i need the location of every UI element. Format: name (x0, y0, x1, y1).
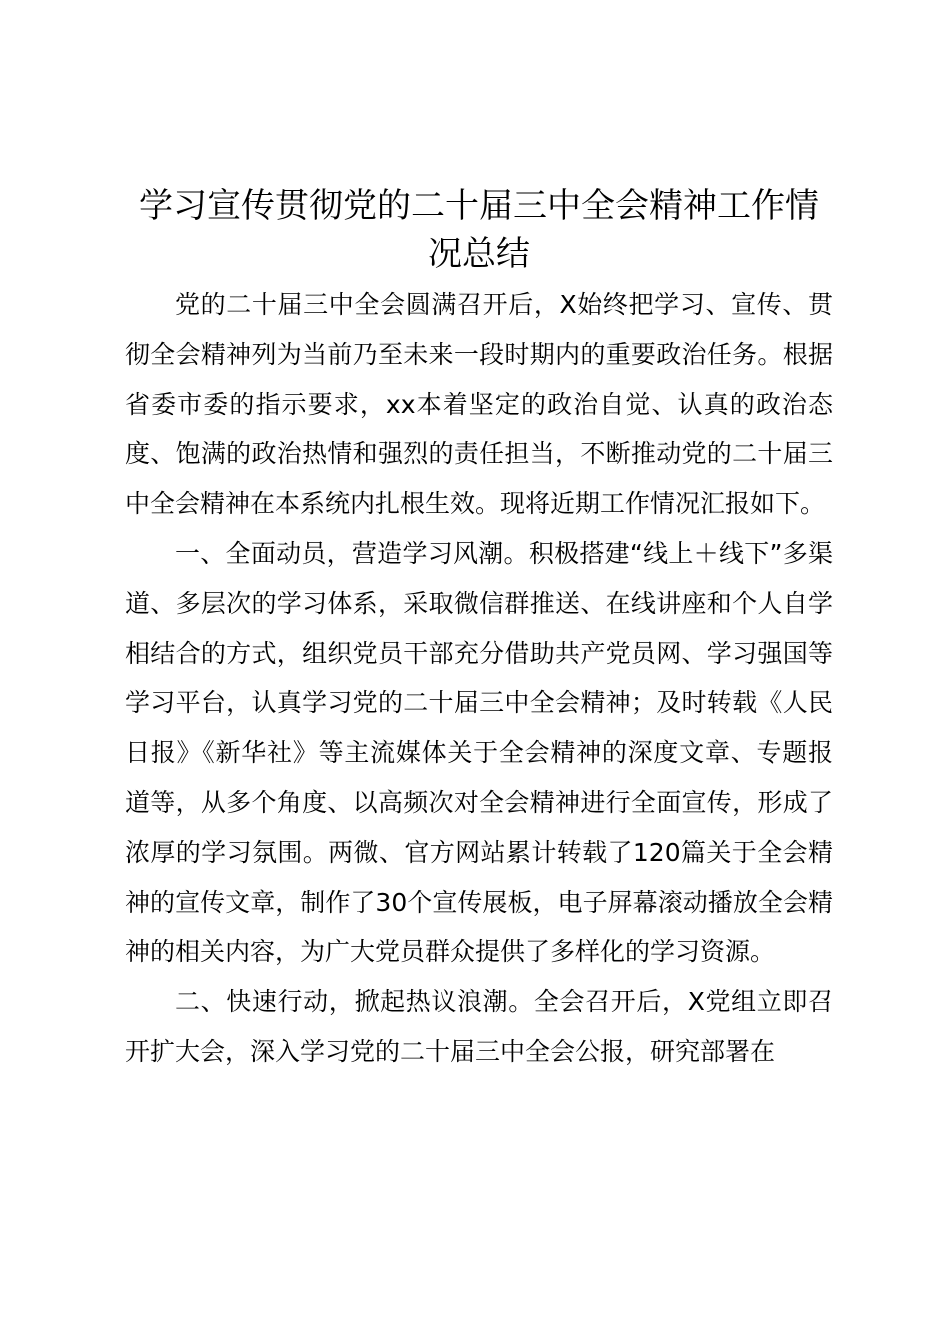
paragraph-section-2: 二、快速行动，掀起热议浪潮。全会召开后，X党组立即召开扩大会，深入学习党的二十届三中全会公报，研究部署在 (125, 987, 833, 1066)
document-title: 学习宣传贯彻党的二十届三中全会精神工作情况总结 (139, 186, 819, 274)
paragraph-intro: 党的二十届三中全会圆满召开后，X始终把学习、宣传、贯彻全会精神列为当前乃至未来一段时期内的重要政治任务。根据省委市委的指示要求，xx本着坚定的政治自觉、认真的政治态度、饱满的政治热情和强烈的责任担当，不断推动党的二十届三中全会精神在本系统内扎根生效。现将近期工作情况汇报如下。 (125, 290, 833, 519)
document-body (125, 280, 833, 1077)
paragraph-section-1: 一、全面动员，营造学习风潮。积极搭建“线上＋线下”多渠道、多层次的学习体系，采取微信群推送、在线讲座和个人自学相结合的方式，组织党员干部充分借助共产党员网、学习强国等学习平台，认真学习党的二十届三中全会精神；及时转载《人民日报》《新华社》等主流媒体关于全会精神的深度文章、专题报道等，从多个角度、以高频次对全会精神进行全面宣传，形成了浓厚的学习氛围。两微、官方网站累计转载了120篇关于全会精神的宣传文章，制作了30个宣传展板，电子屏幕滚动播放全会精神的相关内容，为广大党员群众提供了多样化的学习资源。 (125, 538, 833, 967)
